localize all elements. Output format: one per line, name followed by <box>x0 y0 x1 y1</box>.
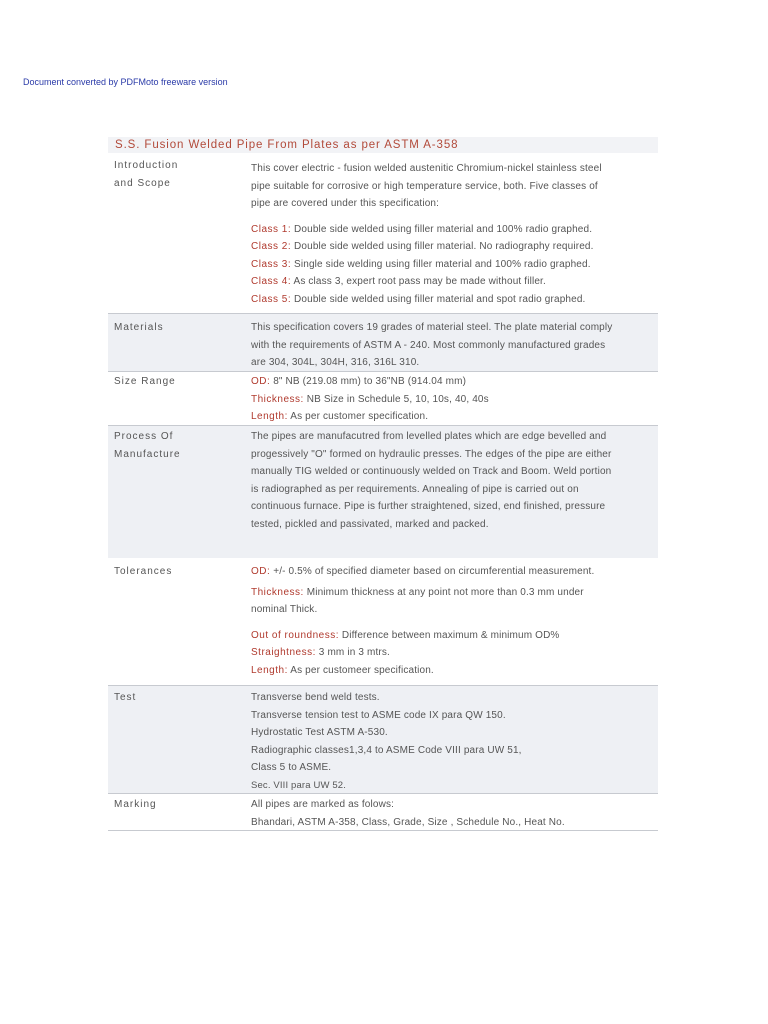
marking-line: All pipes are marked as folows: <box>251 799 395 810</box>
tolerance-key: Straightness: <box>251 647 316 658</box>
class-item <box>251 273 656 291</box>
process-line: The pipes are manufacutred from levelled plates which are edge bevelled and <box>251 431 607 442</box>
converter-note: Document converted by PDFMoto freeware version <box>23 77 228 87</box>
intro-line: This cover electric - fusion welded austenitic Chromium-nickel stainless steel <box>251 163 602 174</box>
class-key: Class 4: <box>251 276 292 287</box>
process-line: tested, pickled and passivated, marked and packed. <box>251 518 489 530</box>
process-line: manually TIG welded or continuously welded on Track and Boom. Weld portion <box>251 466 612 477</box>
intro-line: pipe are covered under this specification: <box>251 198 440 209</box>
tolerance-item <box>251 644 656 662</box>
size-range-text <box>251 373 656 426</box>
row-size-range <box>108 372 658 426</box>
tolerance-item <box>251 662 656 680</box>
label-size-range: Size Range <box>114 376 176 387</box>
marking-text <box>251 796 656 831</box>
class-key: Class 1: <box>251 223 292 235</box>
size-text: 8" NB (219.08 mm) to 36"NB (914.04 mm) <box>270 376 467 387</box>
tolerance-key: Length: <box>251 664 288 676</box>
row-tolerances <box>108 559 658 686</box>
tolerance-thickness <box>251 584 656 602</box>
label-introduction <box>114 157 178 192</box>
label-test: Test <box>114 692 137 703</box>
size-item <box>251 408 656 426</box>
test-line: Radiographic classes1,3,4 to ASME Code VIII para UW 51, <box>251 744 522 756</box>
label-line: and Scope <box>114 177 171 189</box>
test-line: Class 5 to ASME. <box>251 762 332 773</box>
materials-text <box>251 319 656 372</box>
row-introduction <box>108 153 658 314</box>
tolerance-text: Minimum thickness at any point not more than 0.3 mm under <box>303 586 584 598</box>
class-key: Class 5: <box>251 293 292 305</box>
size-key: OD: <box>251 376 271 387</box>
label-line: Introduction <box>114 160 179 171</box>
tolerance-thickness-cont: nominal Thick. <box>251 604 318 615</box>
intro-text <box>251 160 656 308</box>
tolerance-key: Out of roundness: <box>251 629 339 641</box>
tolerance-key: Thickness: <box>251 586 304 598</box>
label-materials: Materials <box>114 322 164 333</box>
class-key: Class 3: <box>251 258 292 270</box>
class-text: Double side welded using filler material and 100% radio graphed. <box>291 223 593 235</box>
class-item <box>251 256 656 274</box>
class-item <box>251 221 656 239</box>
tolerance-item <box>251 627 656 645</box>
class-item <box>251 238 656 256</box>
size-key: Length: <box>251 411 288 422</box>
tolerance-text: +/- 0.5% of specified diameter based on circumferential measurement. <box>270 566 595 577</box>
tolerance-text: 3 mm in 3 mtrs. <box>315 647 390 658</box>
tolerance-text: As per customeer specification. <box>287 664 434 676</box>
materials-line: are 304, 304L, 304H, 316, 316L 310. <box>251 357 420 368</box>
label-marking: Marking <box>114 799 157 810</box>
size-item <box>251 391 656 409</box>
size-item <box>251 373 656 391</box>
row-materials <box>108 314 658 372</box>
row-marking <box>108 794 658 831</box>
row-test <box>108 686 658 794</box>
class-key: Class 2: <box>251 241 292 252</box>
marking-line: Bhandari, ASTM A-358, Class, Grade, Size , Schedule No., Heat No. <box>251 816 565 828</box>
label-tolerances: Tolerances <box>114 566 173 577</box>
label-line: Process Of <box>114 431 174 442</box>
class-text: Single side welding using filler material and 100% radio graphed. <box>291 258 591 270</box>
materials-line: with the requirements of ASTM A - 240. Most commonly manufactured grades <box>251 339 606 351</box>
label-line: Manufacture <box>114 448 181 460</box>
class-text: As class 3, expert root pass may be made without filler. <box>291 276 546 287</box>
test-line: Transverse bend weld tests. <box>251 692 380 703</box>
tolerance-text: Difference between maximum & minimum OD% <box>339 629 560 641</box>
tolerance-od <box>251 563 656 581</box>
test-line: Sec. VIII para UW 52. <box>251 779 347 791</box>
process-line: is radiographed as per requirements. Annealing of pipe is carried out on <box>251 483 579 495</box>
test-line: Hydrostatic Test ASTM A-530. <box>251 727 388 738</box>
test-line: Transverse tension test to ASME code IX para QW 150. <box>251 709 506 721</box>
label-process <box>114 428 181 463</box>
size-text: As per customer specification. <box>287 411 429 422</box>
class-text: Double side welded using filler material. No radiography required. <box>291 241 594 252</box>
process-text <box>251 428 656 533</box>
size-text: NB Size in Schedule 5, 10, 10s, 40, 40s <box>303 393 489 405</box>
intro-line: pipe suitable for corrosive or high temperature service, both. Five classes of <box>251 180 598 192</box>
class-text: Double side welded using filler material and spot radio graphed. <box>291 293 586 305</box>
class-item <box>251 291 656 309</box>
tolerance-key: OD: <box>251 566 271 577</box>
size-key: Thickness: <box>251 393 304 405</box>
materials-line: This specification covers 19 grades of material steel. The plate material comply <box>251 322 613 333</box>
row-process <box>108 426 658 558</box>
test-text <box>251 689 656 794</box>
process-line: progessively "O" formed on hydraulic presses. The edges of the pipe are either <box>251 448 612 460</box>
tolerances-text <box>251 563 656 679</box>
process-line: continuous furnace. Pipe is further straightened, sized, end finished, pressure <box>251 501 606 512</box>
page-title: S.S. Fusion Welded Pipe From Plates as per ASTM A-358 <box>115 139 459 151</box>
